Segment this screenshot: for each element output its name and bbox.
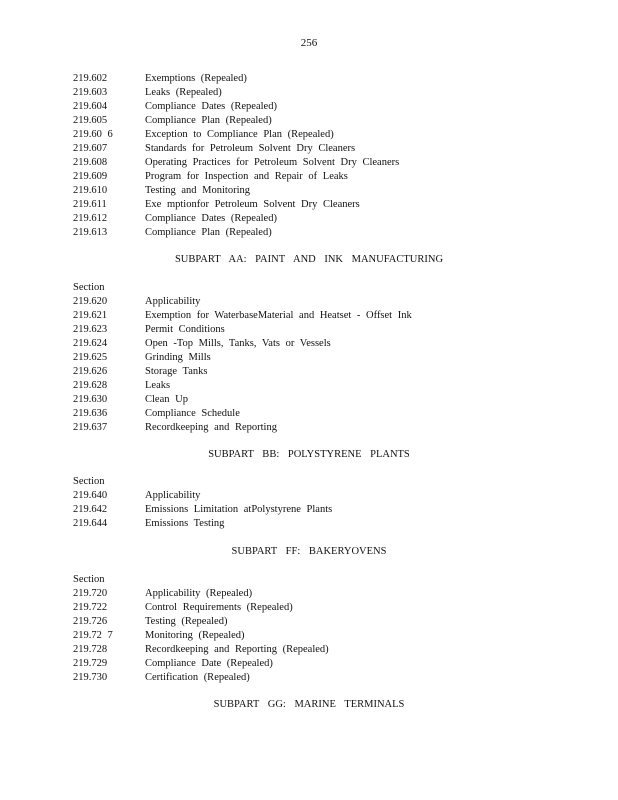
section-title: Open -Top Mills, Tanks, Vats or Vessels xyxy=(145,338,331,349)
section-number: 219.621 xyxy=(73,310,108,321)
table-row xyxy=(73,323,593,337)
section-number: 219.636 xyxy=(73,408,108,419)
table-row xyxy=(73,517,593,531)
table-row xyxy=(73,128,593,142)
section-title: Permit Conditions xyxy=(145,324,225,335)
section-label: Section xyxy=(73,476,105,487)
section-number: 219.607 xyxy=(73,143,108,154)
table-row xyxy=(73,393,593,407)
section-title: Operating Practices for Petroleum Solvent Dry Cleaners xyxy=(145,157,400,168)
table-row xyxy=(73,351,593,365)
page-number: 256 xyxy=(300,37,318,49)
table-row xyxy=(73,503,593,517)
section-number: 219.623 xyxy=(73,324,108,335)
table-row xyxy=(73,421,593,435)
table-row xyxy=(73,142,593,156)
section-number: 219.60 6 xyxy=(73,129,113,140)
section-number: 219.72 7 xyxy=(73,630,113,641)
subpart-heading-bb: SUBPART BB: POLYSTYRENE PLANTS xyxy=(208,449,410,460)
section-number: 219.602 xyxy=(73,73,108,84)
section-title: Testing (Repealed) xyxy=(145,616,228,627)
section-label: Section xyxy=(73,574,105,585)
section-number: 219.644 xyxy=(73,518,108,529)
section-title: Recordkeeping and Reporting (Repealed) xyxy=(145,644,329,655)
section-title: Control Requirements (Repealed) xyxy=(145,602,293,613)
section-list-subpart-ff xyxy=(73,573,593,685)
section-list-subpart-bb xyxy=(73,475,593,531)
table-row xyxy=(73,309,593,323)
table-row xyxy=(73,379,593,393)
section-number: 219.625 xyxy=(73,352,108,363)
table-row xyxy=(73,615,593,629)
section-number: 219.610 xyxy=(73,185,108,196)
table-row xyxy=(73,184,593,198)
section-title: Emissions Limitation atPolystyrene Plants xyxy=(145,504,333,515)
subpart-heading-gg: SUBPART GG: MARINE TERMINALS xyxy=(213,699,405,710)
section-number: 219.726 xyxy=(73,616,108,627)
table-row xyxy=(73,212,593,226)
section-title: Compliance Plan (Repealed) xyxy=(145,115,272,126)
section-title: Leaks (Repealed) xyxy=(145,87,222,98)
section-number: 219.605 xyxy=(73,115,108,126)
section-number: 219.620 xyxy=(73,296,108,307)
section-title: Certification (Repealed) xyxy=(145,672,250,683)
section-title: Exe mptionfor Petroleum Solvent Dry Cleaners xyxy=(145,199,360,210)
table-row xyxy=(73,100,593,114)
table-row xyxy=(73,601,593,615)
table-row xyxy=(73,587,593,601)
section-title: Compliance Schedule xyxy=(145,408,240,419)
section-title: Standards for Petroleum Solvent Dry Cleaners xyxy=(145,143,356,154)
section-number: 219.729 xyxy=(73,658,108,669)
section-title: Leaks xyxy=(145,380,171,391)
section-number: 219.630 xyxy=(73,394,108,405)
section-title: Applicability xyxy=(145,490,201,501)
section-number: 219.608 xyxy=(73,157,108,168)
table-row xyxy=(73,337,593,351)
section-number: 219.628 xyxy=(73,380,108,391)
section-number: 219.613 xyxy=(73,227,108,238)
section-number: 219.612 xyxy=(73,213,108,224)
table-row xyxy=(73,489,593,503)
section-number: 219.728 xyxy=(73,644,108,655)
section-title: Emissions Testing xyxy=(145,518,225,529)
section-title: Applicability xyxy=(145,296,201,307)
table-row xyxy=(73,226,593,240)
table-row xyxy=(73,156,593,170)
table-row xyxy=(73,657,593,671)
table-row xyxy=(73,629,593,643)
section-number: 219.611 xyxy=(73,199,107,210)
section-title: Clean Up xyxy=(145,394,188,405)
table-row xyxy=(73,671,593,685)
section-title: Exception to Compliance Plan (Repealed) xyxy=(145,129,334,140)
section-number: 219.604 xyxy=(73,101,108,112)
section-list-subpart-aa xyxy=(73,281,593,435)
section-number: 219.637 xyxy=(73,422,108,433)
section-title: Storage Tanks xyxy=(145,366,208,377)
section-title: Compliance Date (Repealed) xyxy=(145,658,273,669)
section-title: Monitoring (Repealed) xyxy=(145,630,245,641)
table-row xyxy=(73,365,593,379)
section-number: 219.609 xyxy=(73,171,108,182)
table-row xyxy=(73,407,593,421)
section-list-subpart-z xyxy=(73,72,593,240)
section-number: 219.640 xyxy=(73,490,108,501)
section-title: Compliance Plan (Repealed) xyxy=(145,227,272,238)
table-row xyxy=(73,114,593,128)
section-title: Applicability (Repealed) xyxy=(145,588,253,599)
table-row xyxy=(73,72,593,86)
table-row xyxy=(73,198,593,212)
section-number: 219.720 xyxy=(73,588,108,599)
table-row xyxy=(73,295,593,309)
section-title: Testing and Monitoring xyxy=(145,185,251,196)
subpart-heading-ff: SUBPART FF: BAKERYOVENS xyxy=(231,546,387,557)
section-number: 219.722 xyxy=(73,602,108,613)
subpart-heading-aa: SUBPART AA: PAINT AND INK MANUFACTURING xyxy=(174,254,444,265)
table-row xyxy=(73,86,593,100)
section-title: Compliance Dates (Repealed) xyxy=(145,101,277,112)
section-title: Compliance Dates (Repealed) xyxy=(145,213,277,224)
section-number: 219.642 xyxy=(73,504,108,515)
section-title: Exemption for WaterbaseMaterial and Heatset - Offset Ink xyxy=(145,310,412,321)
section-number: 219.624 xyxy=(73,338,108,349)
section-title: Recordkeeping and Reporting xyxy=(145,422,277,433)
table-row xyxy=(73,170,593,184)
section-number: 219.730 xyxy=(73,672,108,683)
section-title: Grinding Mills xyxy=(145,352,211,363)
section-number: 219.626 xyxy=(73,366,108,377)
table-row xyxy=(73,643,593,657)
section-number: 219.603 xyxy=(73,87,108,98)
section-label: Section xyxy=(73,282,105,293)
section-title: Program for Inspection and Repair of Leaks xyxy=(145,171,348,182)
section-title: Exemptions (Repealed) xyxy=(145,73,247,84)
